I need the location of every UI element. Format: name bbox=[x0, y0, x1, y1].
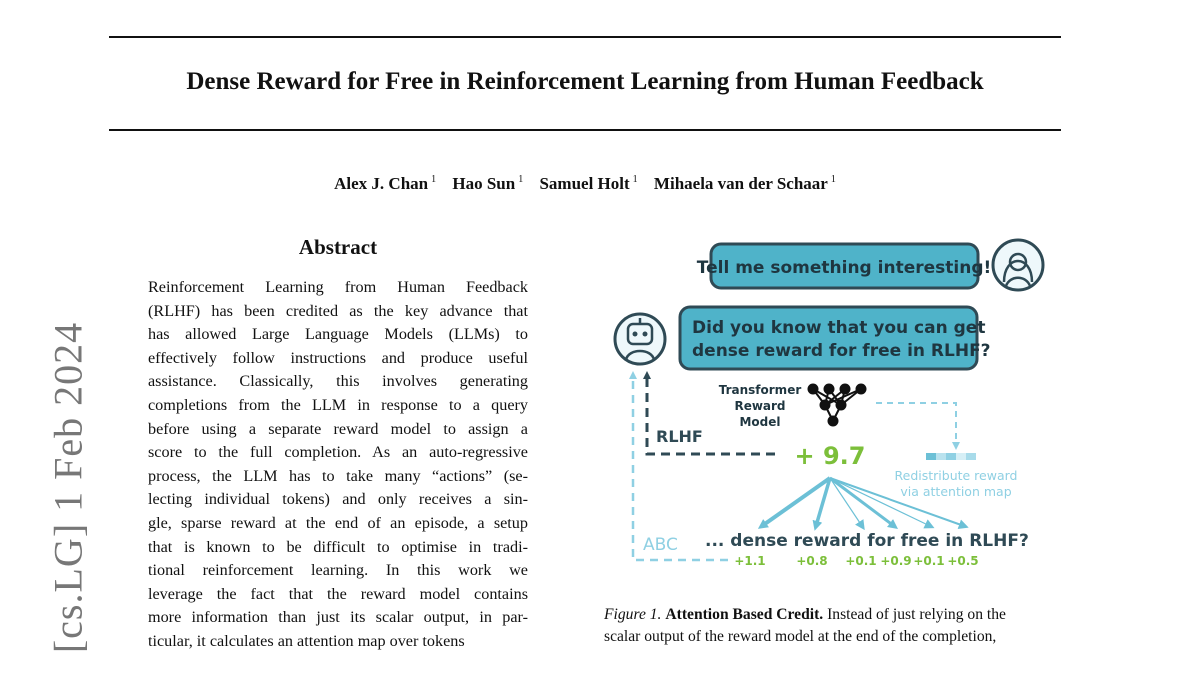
abstract-line: assistance. Classically, this involves generating bbox=[148, 372, 528, 391]
token-reward: +1.1 bbox=[734, 554, 766, 568]
abstract-line: has allowed Large Language Models (LLMs) to bbox=[148, 325, 528, 344]
token-reward: +0.8 bbox=[796, 554, 828, 568]
abstract-body bbox=[148, 276, 528, 654]
caption-text: Instead of just relying on the bbox=[823, 606, 1006, 623]
top-rule bbox=[109, 36, 1061, 38]
attention-map-arrow bbox=[876, 403, 956, 446]
completion-text: ... dense reward for free in RLHF? bbox=[705, 531, 1029, 551]
caption-line: scalar output of the reward model at the end of the completion, bbox=[604, 628, 997, 645]
token-reward: +0.5 bbox=[947, 554, 979, 568]
reward-model-label: Transformer bbox=[718, 383, 802, 397]
abstract-line: score to the full completion. As an auto-regressive bbox=[148, 443, 528, 462]
abstract-line: that is known to be difficult to optimise in tradi- bbox=[148, 537, 528, 556]
figure-1-diagram bbox=[600, 232, 1060, 582]
abstract-line: tional reinforcement learning. In this work we bbox=[148, 561, 528, 580]
token-reward: +0.1 bbox=[845, 554, 877, 568]
abc-label: ABC bbox=[643, 535, 678, 555]
abstract-heading: Abstract bbox=[298, 235, 378, 259]
author: Mihaela van der Schaar $^1$ bbox=[653, 174, 836, 193]
author: Hao Sun $^1$ bbox=[452, 174, 524, 193]
reward-model-label: Reward bbox=[734, 399, 786, 413]
assistant-message-line: dense reward for free in RLHF? bbox=[692, 341, 991, 361]
paper-title: Dense Reward for Free in Reinforcement Learning from Human Feedback bbox=[186, 68, 984, 95]
redistribute-label: Redistribute reward bbox=[894, 468, 1018, 483]
token-reward: +0.9 bbox=[880, 554, 912, 568]
abstract-line: before using a separate reward model to assign a bbox=[148, 419, 528, 438]
abstract-line: lecting individual tokens) and only receives a sin- bbox=[148, 490, 528, 509]
caption-line bbox=[604, 604, 1064, 626]
attention-map-strip bbox=[926, 453, 976, 460]
robot-avatar-icon bbox=[615, 314, 665, 364]
redistribute-label: via attention map bbox=[900, 484, 1012, 499]
token-reward: +0.1 bbox=[913, 554, 945, 568]
title-bottom-rule bbox=[109, 129, 1061, 131]
abstract-line: more information than just its scalar output, in par- bbox=[148, 608, 528, 627]
abstract-line: completions from the LLM in response to a query bbox=[148, 395, 528, 414]
neural-network-icon bbox=[809, 385, 866, 426]
abstract-line: effectively follow instructions and produce useful bbox=[148, 348, 528, 367]
reward-value: + 9.7 bbox=[794, 442, 866, 470]
author: Alex J. Chan $^1$ bbox=[334, 174, 437, 193]
caption-label: Figure 1. bbox=[604, 606, 662, 623]
abstract-line: Reinforcement Learning from Human Feedback bbox=[148, 278, 528, 296]
caption-title: Attention Based Credit. bbox=[665, 606, 824, 623]
rlhf-label: RLHF bbox=[656, 427, 703, 446]
author-list bbox=[109, 174, 1061, 194]
abstract-line: ticular, it calculates an attention map over tokens bbox=[148, 631, 465, 650]
abstract-line: gle, sparse reward at the end of an episode, a setup bbox=[148, 513, 528, 532]
abstract-line: process, the LLM has to take many “actions” (se- bbox=[148, 466, 528, 485]
abstract-line: (RLHF) has been credited as the key advance that bbox=[148, 301, 528, 320]
reward-model-label: Model bbox=[739, 415, 781, 429]
abstract-line: leverage the fact that the reward model contains bbox=[148, 584, 528, 603]
user-message-text: Tell me something interesting! bbox=[696, 258, 992, 278]
user-avatar-icon bbox=[993, 240, 1043, 290]
author: Samuel Holt $^1$ bbox=[539, 174, 638, 193]
arxiv-sidebar-stamp: [cs.LG] 1 Feb 2024 bbox=[45, 321, 91, 654]
assistant-message-line: Did you know that you can get bbox=[692, 318, 986, 338]
figure-caption bbox=[604, 604, 1064, 648]
